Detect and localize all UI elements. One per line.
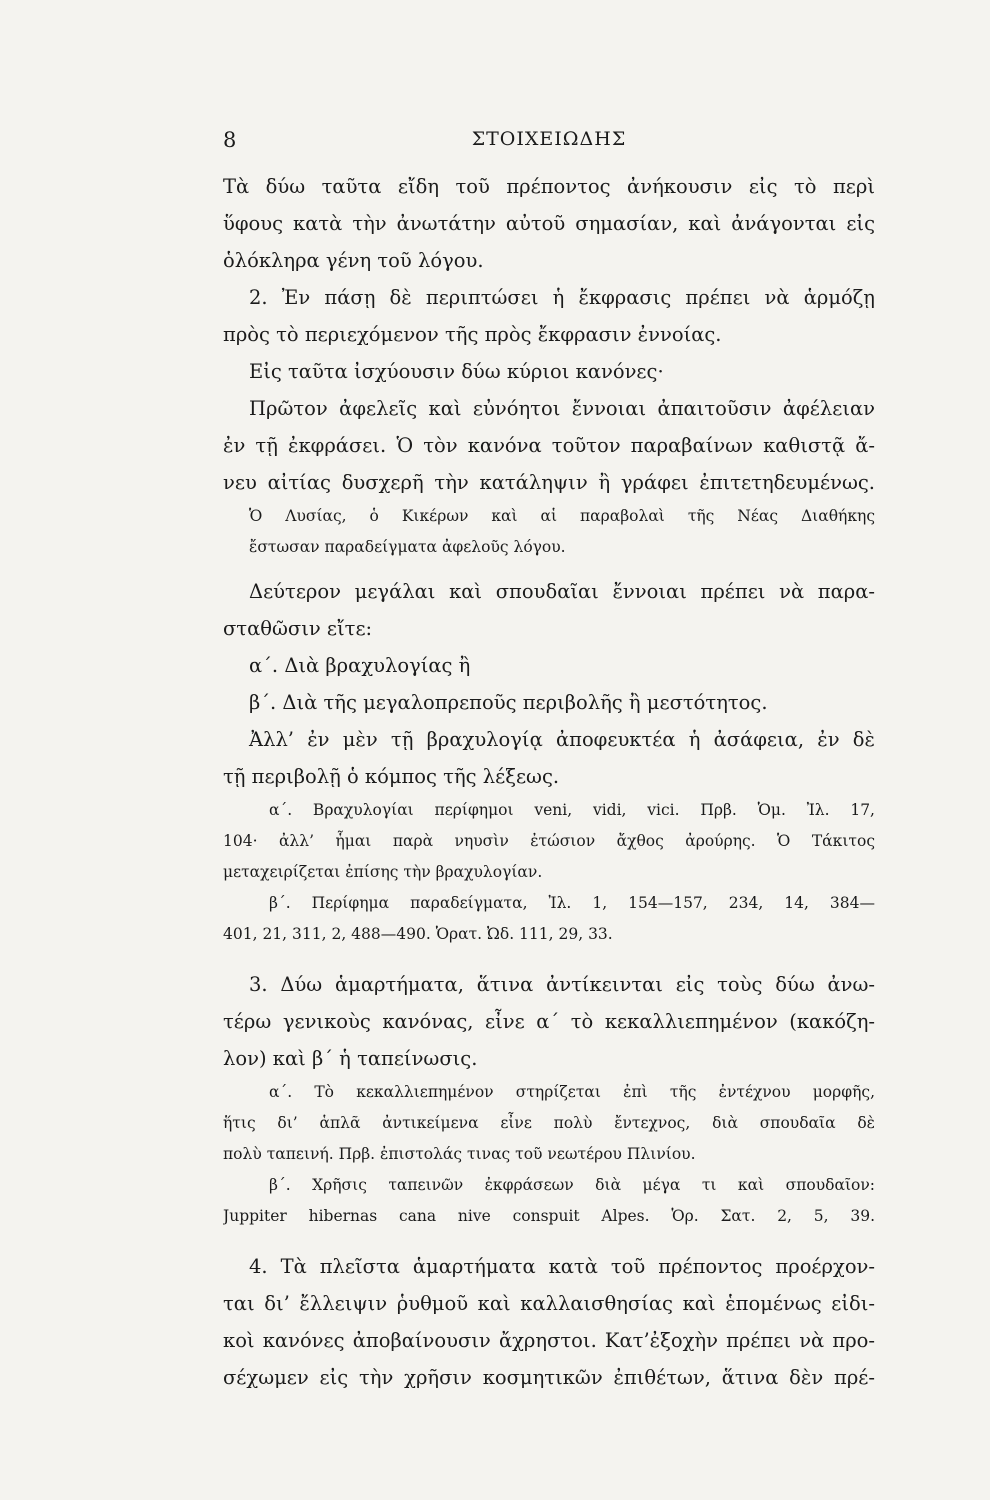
text-line: ὁλόκληρα γένη τοῦ λόγου. (223, 249, 484, 272)
text-line: νευ αἰτίας δυσχερῆ τὴν κατάληψιν ἢ γράφει ἐπιτετηδευμένως. (223, 471, 875, 494)
footnote-line: πολὺ ταπεινή. Πρβ. ἐπιστολάς τινας τοῦ νεωτέρου Πλινίου. (223, 1145, 696, 1163)
text-line: ται δι’ ἔλλειψιν ῥυθμοῦ καὶ καλλαισθησίας καὶ ἑπομένως εἰδι- (223, 1292, 875, 1315)
text-line: Ἀλλ’ ἐν μὲν τῇ βραχυλογίᾳ ἀποφευκτέα ἡ ἀσάφεια, ἐν δὲ (249, 728, 875, 751)
text-line: 3. Δύω ἁμαρτήματα, ἅτινα ἀντίκεινται εἰς τοὺς δύω ἀνω- (249, 973, 875, 996)
spacer (223, 1232, 875, 1248)
spacer (223, 950, 875, 966)
footnote-line: α΄. Τὸ κεκαλλιεπημένον στηρίζεται ἐπὶ τῆς ἐντέχνου μορφῆς, (269, 1083, 875, 1101)
text-line: λον) καὶ β΄ ἡ ταπείνωσις. (223, 1047, 478, 1070)
text-line: πρὸς τὸ περιεχόμενον τῆς πρὸς ἔκφρασιν ἐννοίας. (223, 323, 722, 346)
running-title: ΣΤΟΙΧΕΙΩΔΗΣ (471, 128, 627, 150)
text-line: ἐν τῇ ἐκφράσει. Ὁ τὸν κανόνα τοῦτον παραβαίνων καθιστᾷ ἄ- (223, 434, 875, 457)
page-header (223, 128, 875, 158)
text-line: 2. Ἐν πάσῃ δὲ περιπτώσει ἡ ἔκφρασις πρέπει νὰ ἁρμόζῃ (249, 286, 875, 309)
text-line: Πρῶτον ἀφελεῖς καὶ εὐνόητοι ἔννοιαι ἀπαιτοῦσιν ἀφέλειαν (249, 397, 875, 420)
text-line: β΄. Διὰ τῆς μεγαλοπρεποῦς περιβολῆς ἢ μεστότητος. (249, 691, 768, 714)
footnote-line: μεταχειρίζεται ἐπίσης τὴν βραχυλογίαν. (223, 863, 543, 881)
text-line: 4. Τὰ πλεῖστα ἁμαρτήματα κατὰ τοῦ πρέποντος προέρχον- (249, 1255, 875, 1278)
text-line: σέχωμεν εἰς τὴν χρῆσιν κοσμητικῶν ἐπιθέτων, ἅτινα δὲν πρέ- (223, 1366, 875, 1389)
text-line: τῇ περιβολῇ ὁ κόμπος τῆς λέξεως. (223, 765, 560, 788)
text-line: τέρω γενικοὺς κανόνας, εἶνε α΄ τὸ κεκαλλιεπημένον (κακόζη- (223, 1010, 875, 1033)
text-line: α΄. Διὰ βραχυλογίας ἢ (249, 654, 471, 677)
text-line: Τὰ δύω ταῦτα εἴδη τοῦ πρέποντος ἀνήκουσιν εἰς τὸ περὶ (223, 175, 875, 198)
text-line: κοὶ κανόνες ἀποβαίνουσιν ἄχρηστοι. Κατ’ἐξοχὴν πρέπει νὰ προ- (223, 1329, 875, 1352)
footnote-line: α΄. Βραχυλογίαι περίφημοι veni, vidi, vici. Πρβ. Ὁμ. Ἰλ. 17, (269, 801, 875, 819)
text-line: Δεύτερον μεγάλαι καὶ σπουδαῖαι ἔννοιαι πρέπει νὰ παρα- (249, 580, 875, 603)
page-body (223, 168, 875, 1396)
page-number: 8 (223, 128, 237, 152)
footnote-line: β΄. Περίφημα παραδείγματα, Ἰλ. 1, 154—157, 234, 14, 384— (269, 894, 875, 912)
text-line: σταθῶσιν εἴτε: (223, 617, 373, 640)
footnote-line: 401, 21, 311, 2, 488—490. Ὁρατ. Ὠδ. 111, 29, 33. (223, 925, 613, 943)
text-line: ὕφους κατὰ τὴν ἀνωτάτην αὐτοῦ σημασίαν, καὶ ἀνάγονται εἰς (223, 212, 875, 235)
footnote-line: ἥτις δι’ ἁπλᾶ ἀντικείμενα εἶνε πολὺ ἔντεχνος, διὰ σπουδαῖα δὲ (223, 1114, 875, 1132)
footnote-line: Ὁ Λυσίας, ὁ Κικέρων καὶ αἱ παραβολαὶ τῆς Νέας Διαθήκης (249, 507, 875, 525)
footnote-line: 104· ἀλλ’ ἧμαι παρὰ νηυσὶν ἐτώσιον ἄχθος ἀρούρης. Ὁ Τάκιτος (223, 832, 875, 850)
footnote-line: Juppiter hibernas cana nive conspuit Alpes. Ὁρ. Σατ. 2, 5, 39. (223, 1207, 875, 1225)
footnote-line: β΄. Χρῆσις ταπεινῶν ἐκφράσεων διὰ μέγα τι καὶ σπουδαῖον: (269, 1176, 875, 1194)
footnote-line: ἔστωσαν παραδείγματα ἀφελοῦς λόγου. (249, 538, 566, 556)
text-line: Εἰς ταῦτα ἰσχύουσιν δύω κύριοι κανόνες· (249, 360, 664, 383)
spacer (223, 563, 875, 573)
